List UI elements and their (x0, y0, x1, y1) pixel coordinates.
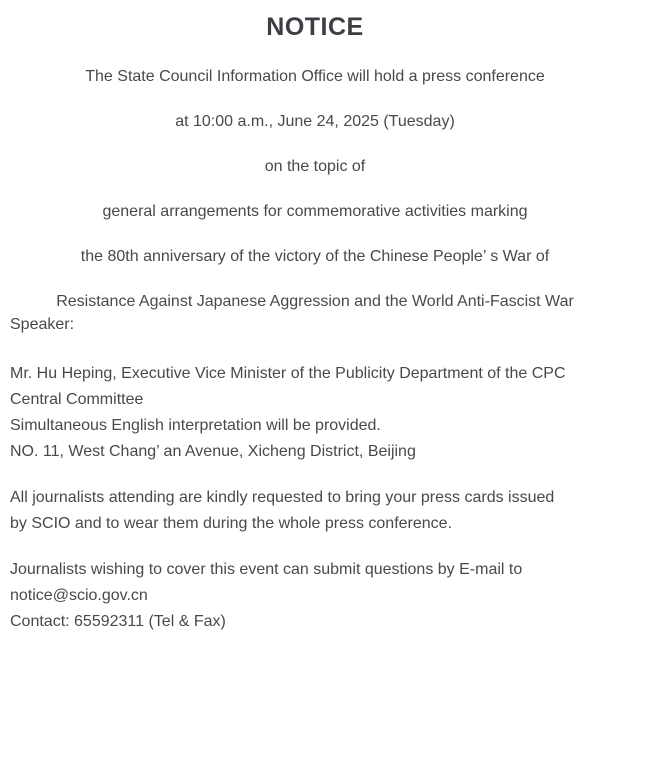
speaker-detail (10, 361, 620, 413)
press-card-note-line-1: All journalists attending are kindly requested to bring your press cards issued (10, 489, 555, 506)
conference-datetime-line: at 10:00 a.m., June 24, 2025 (Tuesday) (175, 113, 455, 130)
notice-title: NOTICE (266, 13, 364, 41)
notice-details-block (10, 312, 620, 635)
contact-info: Contact: 65592311 (Tel & Fax) (10, 613, 226, 630)
topic-line-1: general arrangements for commemorative activities marking (102, 203, 528, 220)
email-note (10, 557, 620, 609)
email-note-line: Journalists wishing to cover this event can submit questions by E-mail to (10, 561, 523, 578)
topic-lead-line: on the topic of (264, 158, 366, 175)
speaker-label: Speaker: (10, 316, 75, 333)
press-card-note (10, 485, 620, 537)
notice-intro-block (10, 66, 620, 312)
venue-address: NO. 11, West Chang’ an Avenue, Xicheng District, Beijing (10, 443, 416, 460)
conference-announcement-line: The State Council Information Office will hold a press conference (85, 68, 545, 85)
press-card-note-line-2: by SCIO and to wear them during the whole press conference. (10, 515, 453, 532)
topic-line-3: Resistance Against Japanese Aggression and the World Anti-Fascist War (56, 293, 574, 310)
interpretation-note: Simultaneous English interpretation will be provided. (10, 417, 381, 434)
email-address-line: notice@scio.gov.cn (10, 587, 148, 604)
speaker-name-line: Mr. Hu Heping, Executive Vice Minister of the Publicity Department of the CPC (10, 365, 566, 382)
topic-line-2: the 80th anniversary of the victory of the Chinese People’ s War of (80, 248, 550, 265)
speaker-title-line: Central Committee (10, 391, 144, 408)
